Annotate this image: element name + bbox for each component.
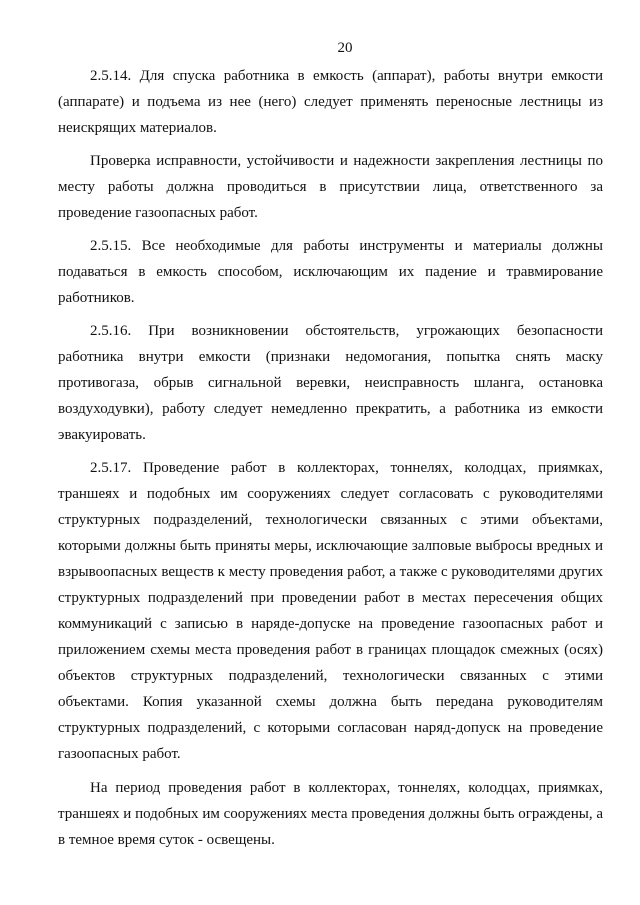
paragraph-ladder-check: Проверка исправности, устойчивости и надежности закрепления лестницы по месту работы должна проводиться в присутствии лица, ответственного за проведение газоопасных работ. [58, 153, 603, 221]
paragraph-2-5-17: 2.5.17. Проведение работ в коллекторах, тоннелях, колодцах, приямках, траншеях и подобных им сооружениях следует согласовать с руководителями структурных подразделений, технологически связанных с этими объектами, которыми должны быть приняты меры, исключающие залповые выбросы вредных и взрывоопасных веществ к месту проведения работ, а также с руководителями других структурных подразделений при проведении работ в местах пересечения общих коммуникаций с записью в наряде-допуске на проведение газоопасных работ и приложением схемы места проведения работ в границах площадок смежных (осях) объектов структурных подразделений, технологически связанных с этими объектами. Копия указанной схемы должна быть передана руководителям структурных подразделений, с которыми согласован наряд-допуск на проведение газоопасных работ. [58, 460, 603, 762]
paragraph-fencing-lighting: На период проведения работ в коллекторах, тоннелях, колодцах, приямках, траншеях и подобных им сооружениях места проведения должны быть ограждены, а в темное время суток - освещены. [58, 780, 603, 848]
page-number: 20 [337, 40, 353, 56]
paragraph-2-5-14: 2.5.14. Для спуска работника в емкость (аппарат), работы внутри емкости (аппарате) и подъема из нее (него) следует применять переносные лестницы из неискрящих материалов. [58, 68, 603, 136]
document-body [58, 63, 603, 860]
paragraph-2-5-16: 2.5.16. При возникновении обстоятельств, угрожающих безопасности работника внутри емкости (признаки недомогания, попытка снять маску противогаза, обрыв сигнальной веревки, неисправность шланга, остановка воздуходувки), работу следует немедленно прекратить, а работника из емкости эвакуировать. [58, 323, 603, 443]
paragraph-2-5-15: 2.5.15. Все необходимые для работы инструменты и материалы должны подаваться в емкость способом, исключающим их падение и травмирование работников. [58, 238, 603, 306]
